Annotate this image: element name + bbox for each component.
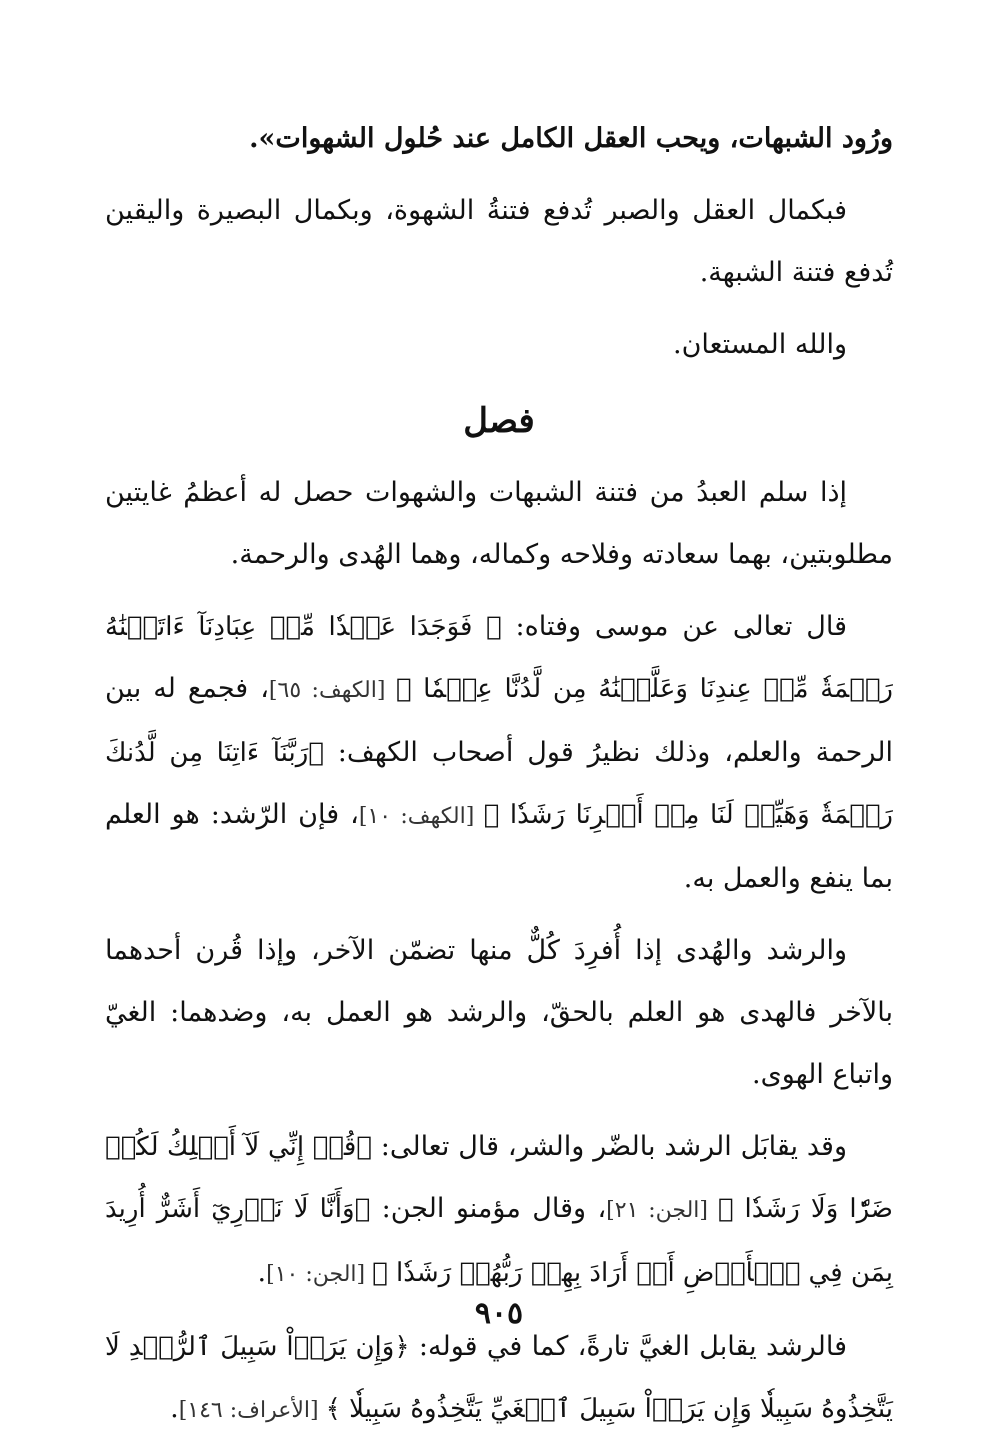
patience-paragraph: فبكمال العقل والصبر تُدفع فتنةُ الشهوة، وبكمال البصيرة واليقين تُدفع فتنة الشبهة.: [105, 195, 893, 288]
quran-verse-kahf-65: ﴿ فَوَجَدَا عَبۡدٗا مِّنۡ عِبَادِنَآ ءَاتَيۡنَٰهُ رَحۡمَةٗ مِّنۡ عِندِنَا وَعَلَّمۡنَٰهُ مِن لَّدُنَّا عِلۡمٗا ﴾: [105, 612, 893, 704]
closing-paragraph: والله المستعان.: [673, 329, 847, 360]
harm-end: .: [257, 1257, 267, 1288]
musa-intro: قال تعالى عن موسى وفتاه:: [501, 611, 847, 642]
quran-verse-kahf-10: ﴿رَبَّنَآ ءَاتِنَا مِن لَّدُنكَ رَحۡمَةٗ وَهَيِّئۡ لَنَا مِنۡ أَمۡرِنَا رَشَدٗا ﴾: [105, 738, 893, 830]
reference-kahf-65: [الكهف: ٦٥]: [268, 678, 396, 703]
reference-jinn-10: [الجن: ١٠]: [266, 1262, 373, 1287]
reference-jinn-21: [الجن: ٢١]: [606, 1198, 718, 1223]
section-intro-paragraph: إذا سلم العبدُ من فتنة الشبهات والشهوات حصل له أعظمُ غايتين مطلوبتين، بهما سعادته وفلاحه وكماله، وهما الهُدى والرحمة.: [105, 477, 893, 570]
quran-verse-araf-146: ﴿وَإِن يَرَوۡاْ سَبِيلَ ٱلرُّشۡدِ لَا يَتَّخِذُوهُ سَبِيلٗا وَإِن يَرَوۡاْ سَبِيلَ ٱلۡغَيِّ يَتَّخِذُوهُ سَبِيلٗا ﴾: [105, 1332, 893, 1424]
section-heading: فصل: [463, 401, 535, 441]
error-end: .: [170, 1393, 179, 1424]
musa-end: ، فإن الرّشد: هو العلم بما ينفع والعمل به.: [105, 799, 893, 894]
quran-verse-jinn-21: ﴿قُلۡ إِنِّي لَآ أَمۡلِكُ لَكُمۡ ضَرّٗا وَلَا رَشَدٗا ﴾: [105, 1132, 893, 1224]
musa-paragraph: [105, 596, 893, 910]
reference-araf-146: [الأعراف: ١٤٦]: [178, 1398, 326, 1423]
page-number: ٩٠٥: [474, 1296, 524, 1331]
quote-ending-paragraph: ورُود الشبهات، ويحب العقل الكامل عند حُلول الشهوات».: [249, 123, 893, 154]
error-paragraph: [105, 1316, 893, 1442]
harm-paragraph: [105, 1116, 893, 1306]
reference-kahf-10: [الكهف: ١٠]: [358, 804, 484, 829]
page-body: [105, 108, 893, 1452]
guidance-paragraph: والرشد والهُدى إذا أُفرِدَ كُلٌّ منها تضمّن الآخر، وإذا قُرن أحدهما بالآخر فالهدى هو العلم بالحقّ، والرشد هو العمل به، وضدهما: الغيّ واتباع الهوى.: [105, 935, 893, 1090]
quran-verse-jinn-10: ﴿وَأَنَّا لَا نَدۡرِيٓ أَشَرٌّ أُرِيدَ بِمَن فِي ٱلۡأَرۡضِ أَمۡ أَرَادَ بِهِمۡ رَبُّهُمۡ رَشَدٗا ﴾: [105, 1194, 893, 1288]
error-intro: فالرشد يقابل الغيَّ تارةً، كما في قوله:: [409, 1331, 847, 1362]
harm-middle: ، وقال مؤمنو الجن:: [370, 1193, 607, 1224]
musa-middle: ، فجمع له بين الرحمة والعلم، وذلك نظيرُ قول أصحاب الكهف:: [105, 673, 893, 768]
harm-intro: وقد يقابَل الرشد بالضّر والشر، قال تعالى:: [371, 1131, 847, 1162]
